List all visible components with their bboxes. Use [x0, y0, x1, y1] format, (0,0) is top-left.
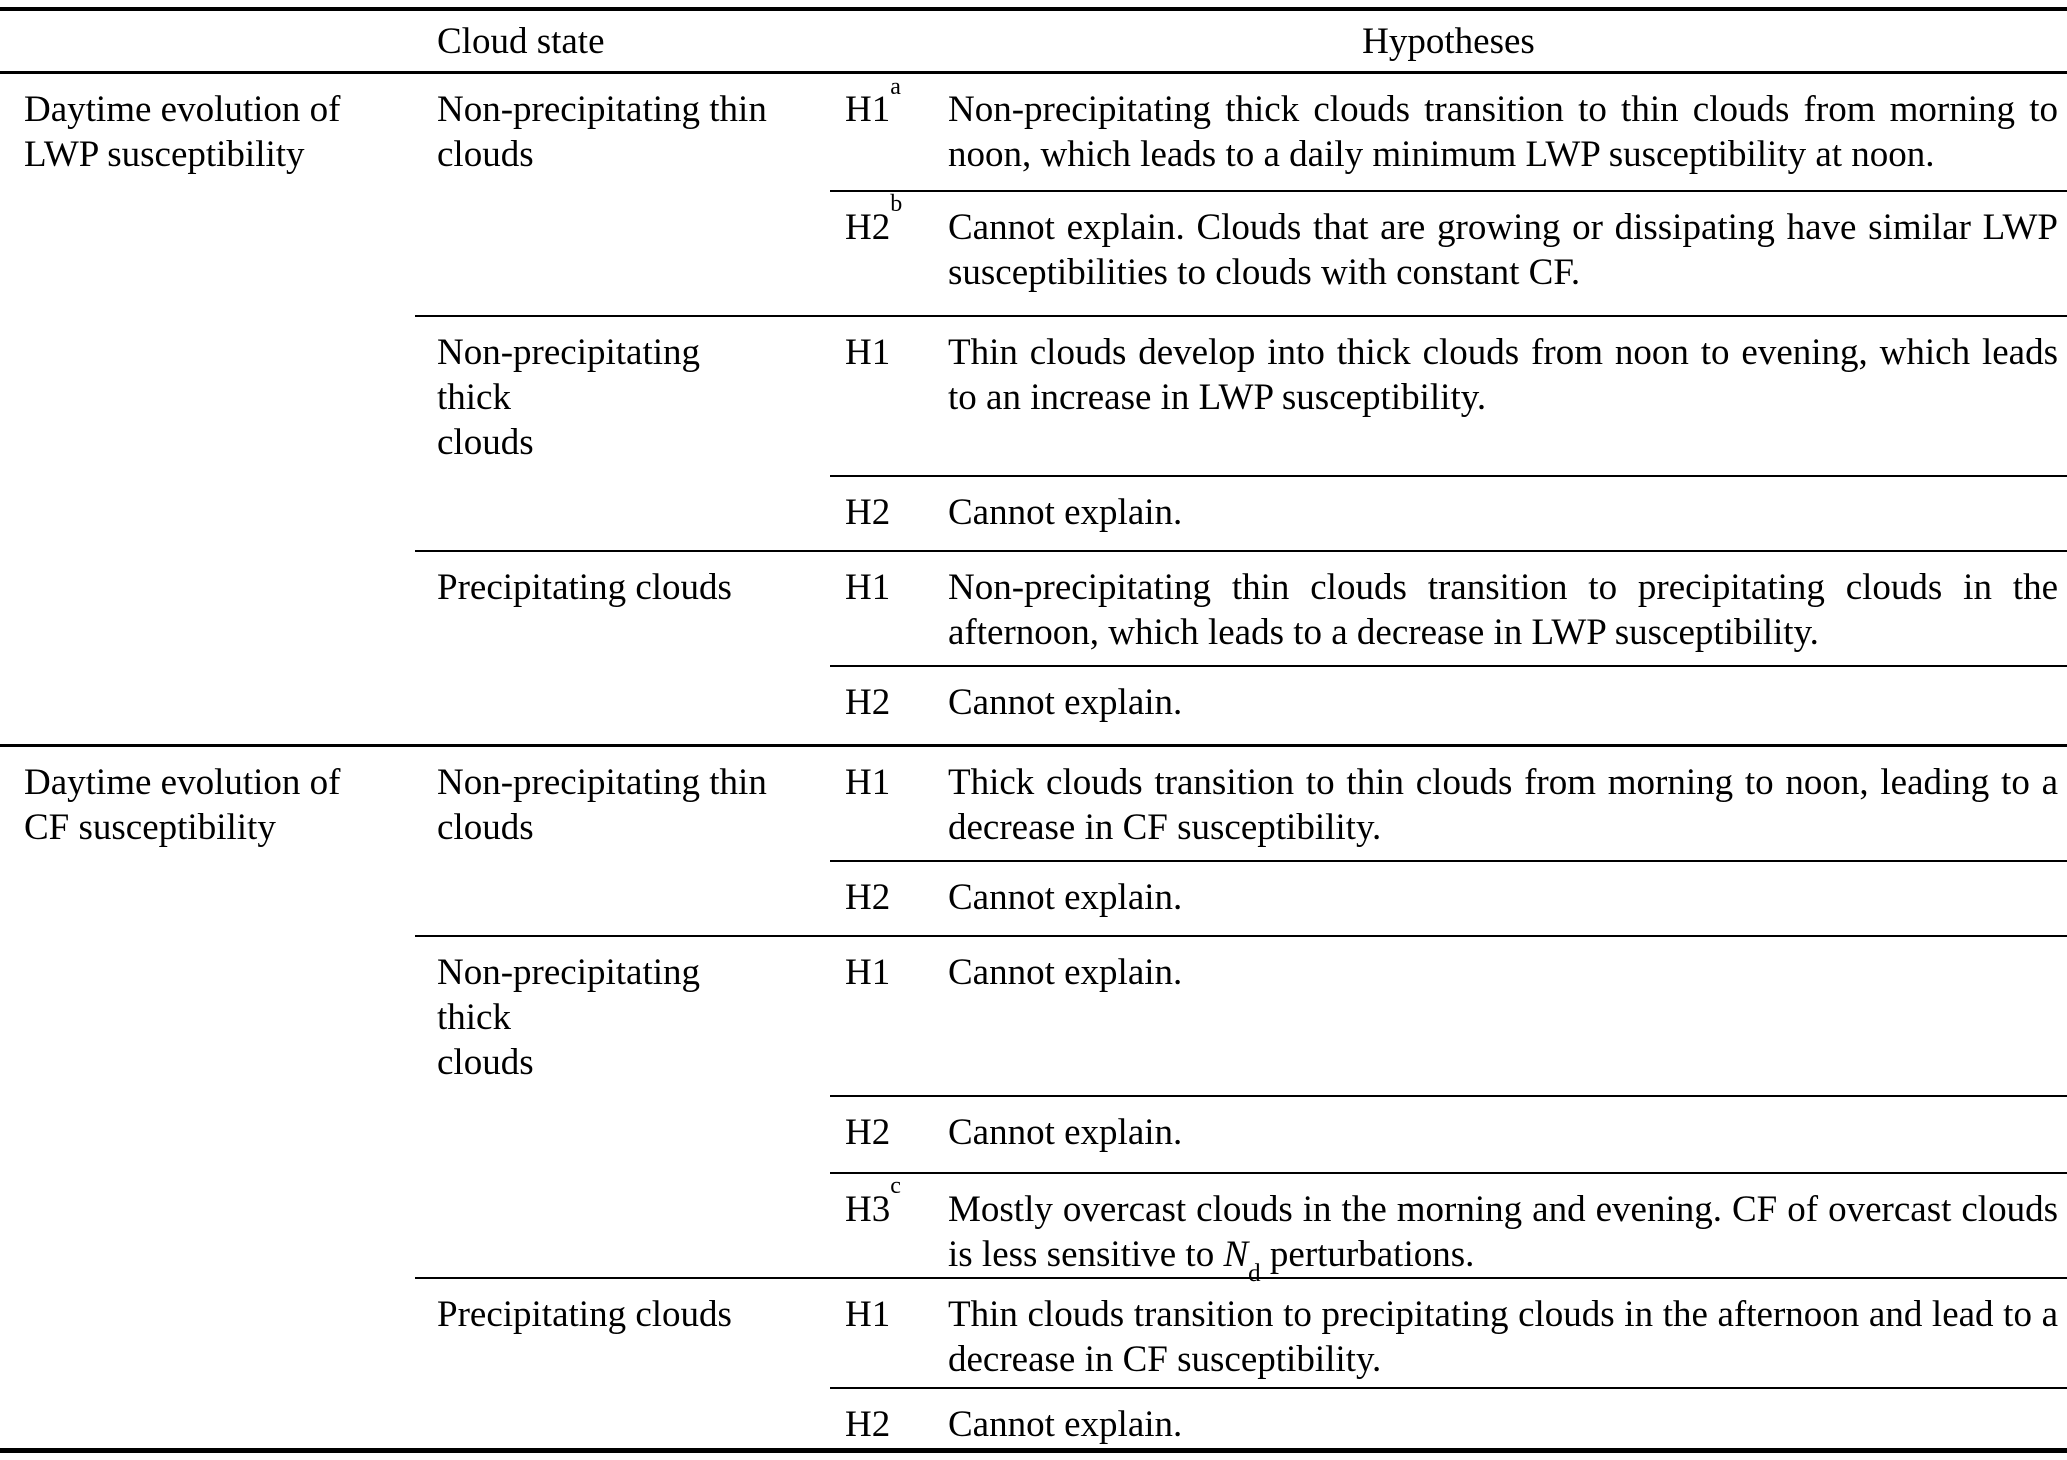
- cloud-state-line: clouds: [437, 807, 534, 848]
- cloud-state-cell: [415, 936, 830, 1278]
- hypothesis-text-cell: Cannot explain.: [940, 1096, 2067, 1173]
- hypothesis-id: H1: [845, 331, 891, 373]
- hypothesis-id-cell: [830, 191, 940, 316]
- col-header-hypotheses: Hypotheses: [830, 9, 2067, 73]
- hypothesis-text-cell: Cannot explain.: [940, 476, 2067, 551]
- cloud-state-line: thick: [437, 376, 511, 418]
- col-header-cloud-state: Cloud state: [415, 9, 830, 73]
- cloud-state-cell: [415, 316, 830, 551]
- hypothesis-id-cell: [830, 316, 940, 476]
- hypothesis-footnote-mark: b: [890, 191, 903, 218]
- hypothesis-id: H2: [845, 1403, 891, 1445]
- hypothesis-footnote-mark: a: [890, 73, 901, 100]
- hypothesis-id-cell: [830, 666, 940, 746]
- hypothesis-id: H2: [845, 1111, 891, 1153]
- cloud-state-line: Non-precipitating thin: [437, 89, 767, 130]
- cloud-state-line: thick: [437, 996, 511, 1038]
- hypothesis-text-cell: Non-precipitating thin clouds transition to precipitating clouds in the afternoon, which leads to a decrease in LWP susceptibility.: [940, 551, 2067, 666]
- cloud-state-line: Precipitating clouds: [437, 1293, 732, 1335]
- cloud-state-cell: [415, 551, 830, 746]
- cloud-state-cell: [415, 73, 830, 316]
- hypothesis-id-cell: [830, 861, 940, 936]
- hypothesis-text-cell: Cannot explain.: [940, 936, 2067, 1096]
- hypothesis-id-cell: [830, 936, 940, 1096]
- hypothesis-id-cell: [830, 73, 940, 191]
- hypothesis-text-cell: Cannot explain.: [940, 666, 2067, 746]
- hypothesis-id-cell: [830, 1388, 940, 1451]
- cloud-state-line: clouds: [437, 134, 534, 175]
- hypothesis-id-cell: [830, 746, 940, 861]
- cloud-state-line: Non-precipitating thin: [437, 762, 767, 803]
- section-label-line: CF susceptibility: [24, 807, 276, 848]
- hypothesis-id: H1: [845, 89, 891, 130]
- cloud-state-line: Non-precipitating: [437, 951, 701, 993]
- hypothesis-id: H2: [845, 876, 891, 918]
- hypothesis-id: H1: [845, 762, 891, 803]
- hypothesis-text-cell: Thin clouds transition to precipitating clouds in the afternoon and lead to a decrease in CF susceptibility.: [940, 1278, 2067, 1388]
- section-label-line: Daytime evolution of: [24, 762, 341, 803]
- hypothesis-id: H1: [845, 951, 891, 993]
- hypothesis-id: H1: [845, 1293, 891, 1335]
- hypothesis-id-cell: [830, 1096, 940, 1173]
- hypothesis-id-cell: [830, 1173, 940, 1278]
- hypothesis-text-cell: Cannot explain.: [940, 1388, 2067, 1451]
- hypothesis-id: H2: [845, 681, 891, 723]
- table-row: [0, 73, 2067, 191]
- cloud-state-cell: [415, 746, 830, 936]
- cloud-state-line: clouds: [437, 1041, 534, 1083]
- hypothesis-id: H2: [845, 491, 891, 533]
- hypothesis-id-cell: [830, 551, 940, 666]
- hypothesis-text-segment: Mostly overcast clouds in the morning and evening. CF of overcast clouds is less sensitive to: [948, 1188, 2058, 1275]
- section-label-cell: [0, 746, 415, 1451]
- empty-header-cell: [0, 9, 415, 73]
- hypothesis-text-cell: Non-precipitating thick clouds transition to thin clouds from morning to noon, which leads to a daily minimum LWP susceptibility at noon.: [948, 89, 2058, 175]
- hypothesis-text-segment: perturbations.: [1260, 1233, 1475, 1275]
- nd-variable: N: [1223, 1233, 1249, 1275]
- cloud-hypotheses-table: [0, 7, 2067, 1453]
- hypothesis-text-cell: Thick clouds transition to thin clouds from morning to noon, leading to a decrease in CF susceptibility.: [940, 746, 2067, 861]
- section-label-line: LWP susceptibility: [24, 134, 305, 175]
- hypothesis-text-cell: Cannot explain. Clouds that are growing or dissipating have similar LWP susceptibilities to clouds with constant CF.: [940, 191, 2067, 316]
- header-row: [0, 9, 2067, 73]
- section-label-line: Daytime evolution of: [24, 89, 341, 130]
- hypothesis-text-cell: [940, 1173, 2067, 1287]
- hypothesis-text-cell: Thin clouds develop into thick clouds from noon to evening, which leads to an increase in LWP susceptibility.: [940, 316, 2067, 476]
- hypothesis-id-cell: [830, 476, 940, 551]
- table-row: [0, 746, 2067, 861]
- hypothesis-footnote-mark: c: [890, 1173, 901, 1200]
- hypothesis-id: H1: [845, 566, 891, 608]
- hypothesis-id: H3: [845, 1188, 891, 1230]
- section-label-cell: [0, 73, 415, 746]
- hypothesis-id-cell: [830, 1278, 940, 1388]
- cloud-state-line: Non-precipitating: [437, 331, 701, 373]
- cloud-state-line: Precipitating clouds: [437, 566, 732, 608]
- cloud-state-line: clouds: [437, 421, 534, 463]
- hypothesis-id: H2: [845, 206, 891, 248]
- hypothesis-text-cell: Cannot explain.: [940, 861, 2067, 936]
- nd-subscript: d: [1248, 1259, 1261, 1287]
- cloud-state-cell: [415, 1278, 830, 1451]
